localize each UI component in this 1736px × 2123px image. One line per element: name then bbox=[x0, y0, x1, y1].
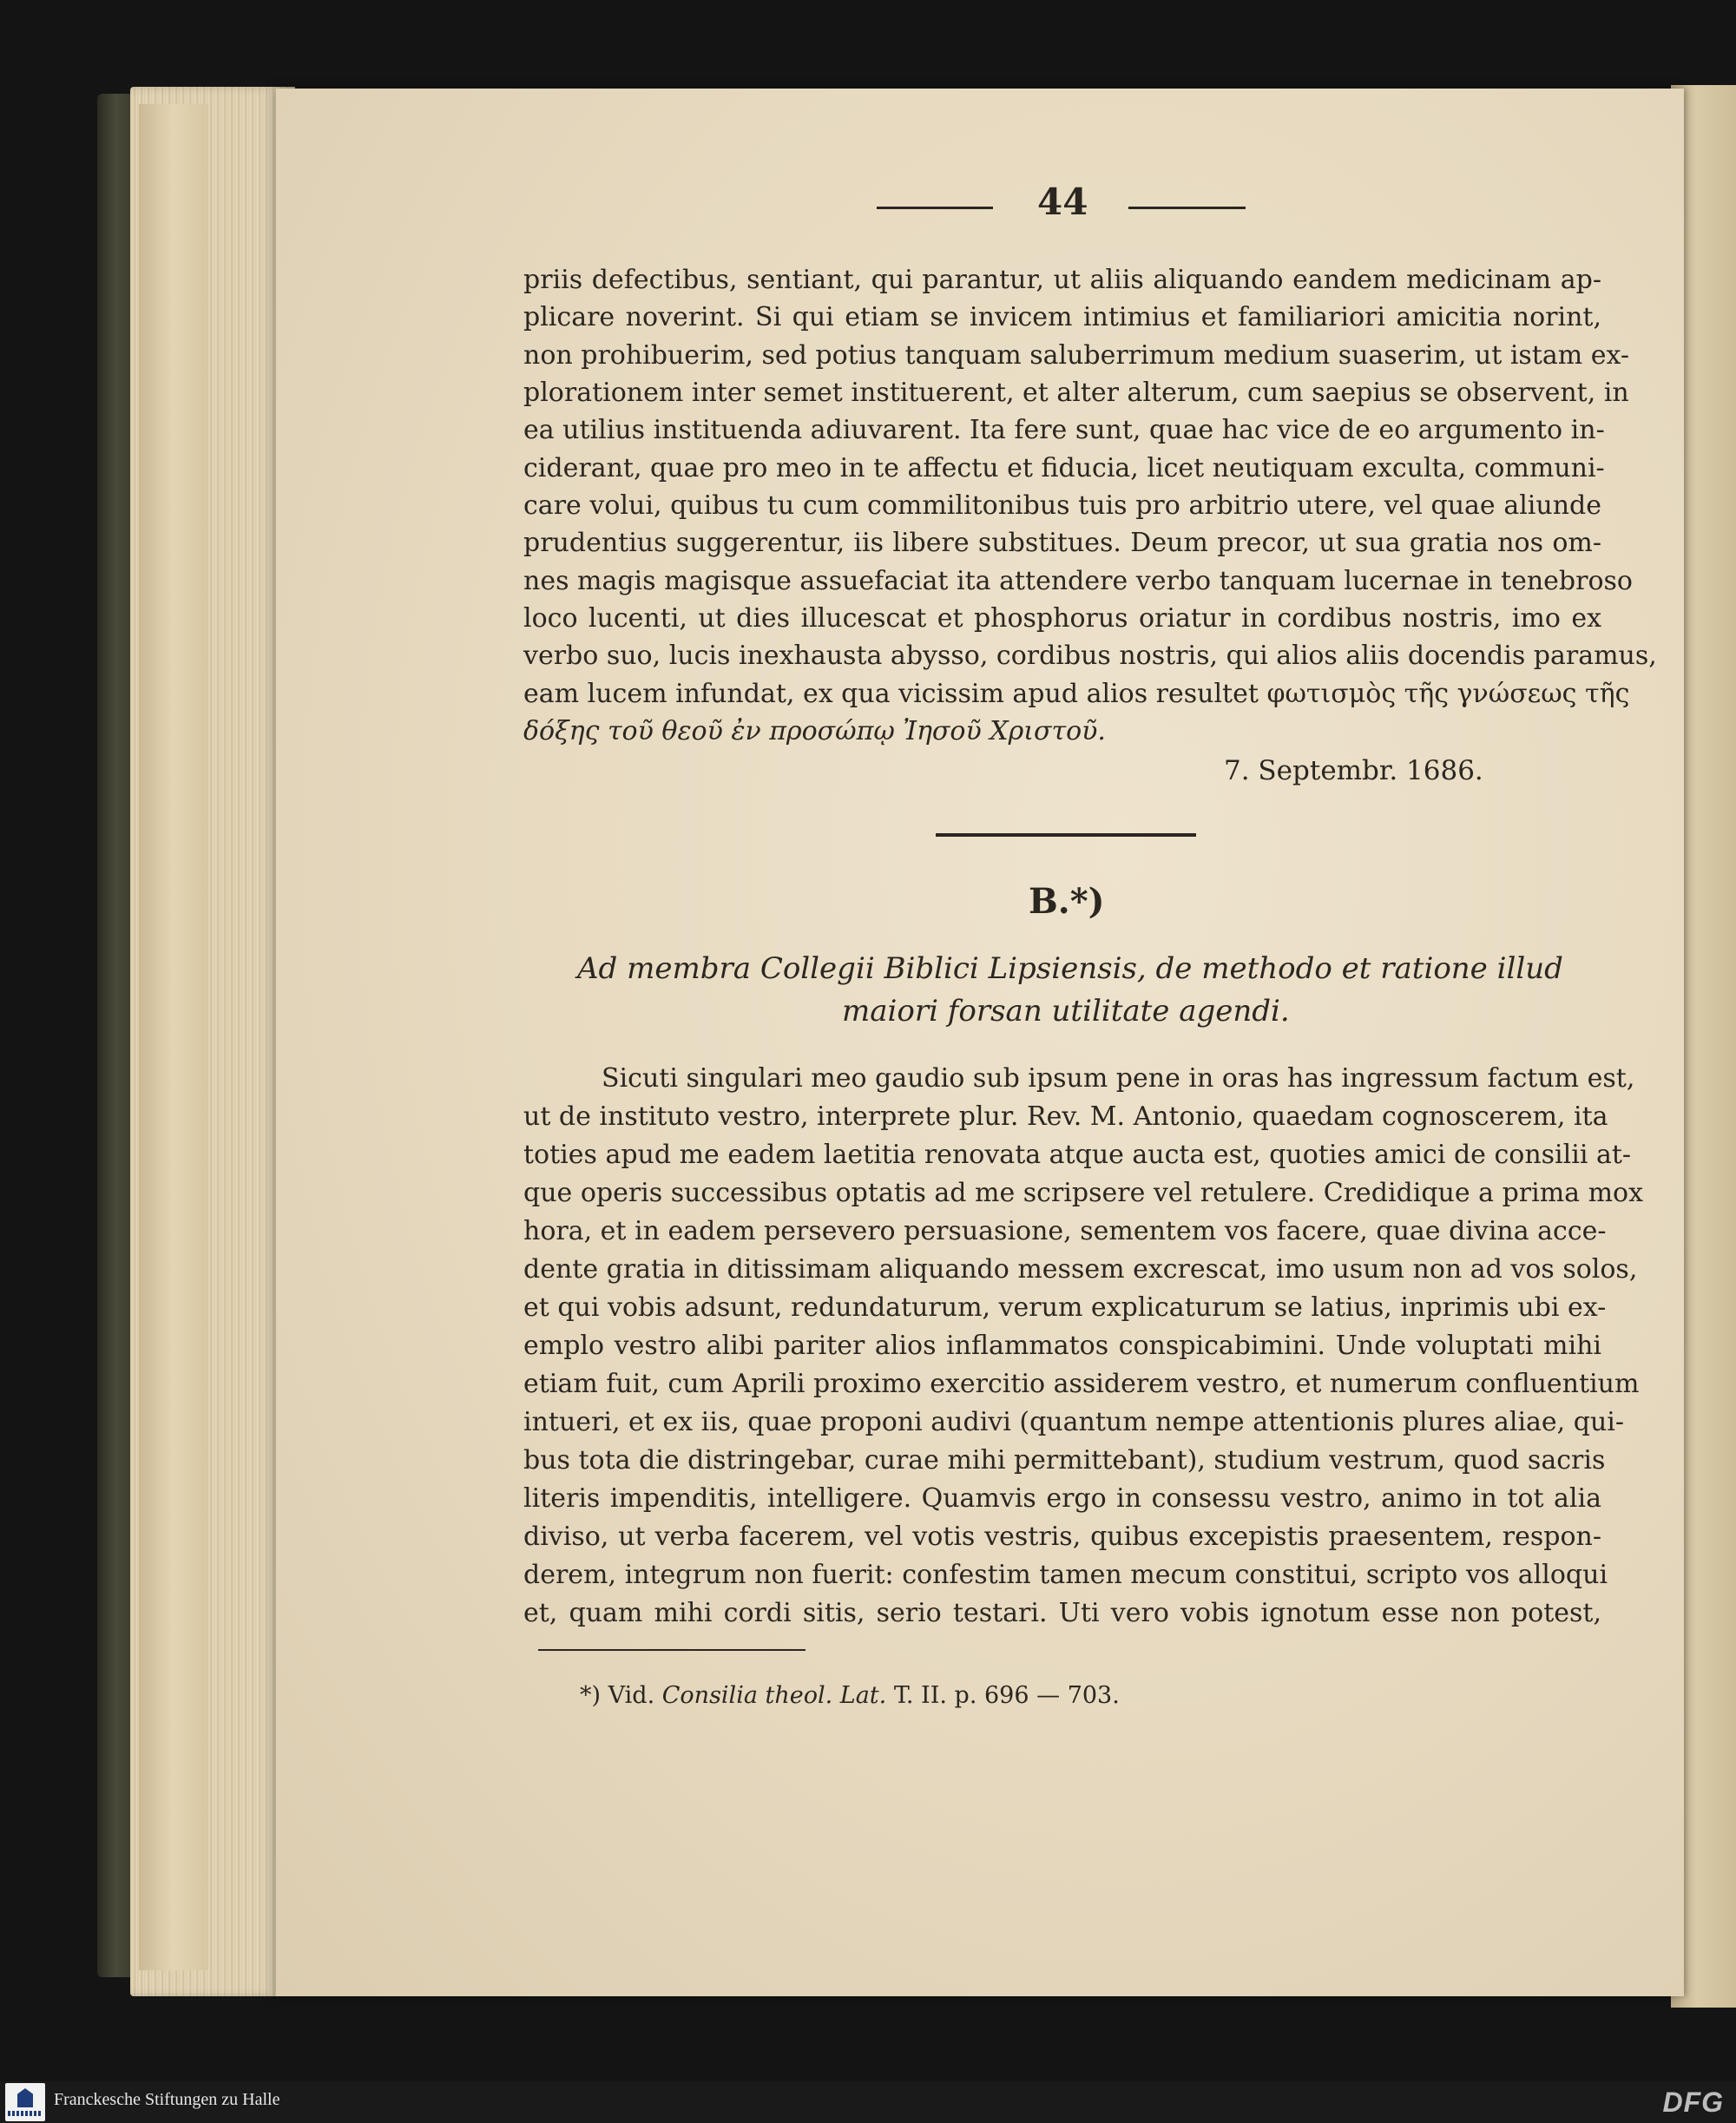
logo-mark bbox=[17, 2088, 33, 2107]
page-number-dash-left bbox=[877, 207, 993, 209]
institution-logo-icon[interactable] bbox=[5, 2083, 45, 2121]
text-line: eam lucem infundat, ex qua vicissim apud alios resultet φωτισμὸς τῆς γνώσεως τῆς bbox=[523, 679, 1630, 709]
section-heading: B.*) bbox=[1029, 881, 1105, 922]
footnote-vid: Vid. bbox=[608, 1682, 655, 1709]
text-line: literis impenditis, intelligere. Quamvis ergo in consessu vestro, animo in tot alia bbox=[523, 1483, 1601, 1514]
text-line: etiam fuit, cum Aprili proximo exercitio assiderem vestro, et numerum confluentium bbox=[523, 1369, 1640, 1399]
text-line: que operis successibus optatis ad me scripsere vel retulere. Credidique a prima mox bbox=[523, 1178, 1644, 1208]
text-line: diviso, ut verba facerem, vel votis vestris, quibus excepistis praesentem, respon- bbox=[523, 1522, 1601, 1552]
footnote-mark: *) bbox=[580, 1682, 602, 1709]
logo-text-stripe bbox=[8, 2111, 43, 2116]
text-line: priis defectibus, sentiant, qui parantur, ut aliis aliquando eandem medicinam ap- bbox=[523, 265, 1601, 295]
text-line: care volui, quibus tu cum commilitonibus tuis pro arbitrio utere, vel quae aliunde bbox=[523, 490, 1601, 521]
text-line: ut de instituto vestro, interprete plur. Rev. M. Antonio, quaedam cognoscerem, ita bbox=[523, 1101, 1608, 1132]
text-line: bus tota die distringebar, curae mihi permittebant), studium vestrum, quod sacris bbox=[523, 1445, 1606, 1476]
section-title-line2: maiori forsan utilitate agendi. bbox=[842, 994, 1290, 1029]
book-page bbox=[276, 89, 1684, 1996]
institution-name[interactable]: Franckesche Stiftungen zu Halle bbox=[54, 2090, 280, 2109]
text-line: et qui vobis adsunt, redundaturum, verum explicaturum se latius, inprimis ubi ex- bbox=[523, 1292, 1607, 1323]
text-line: loco lucenti, ut dies illucescat et phosphorus oriatur in cordibus nostris, imo ex bbox=[523, 603, 1601, 634]
section-separator bbox=[936, 833, 1196, 837]
text-line: dente gratia in ditissimam aliquando messem excrescat, imo usum non ad vos solos, bbox=[523, 1254, 1638, 1285]
text-line-greek: δόξης τοῦ θεοῦ ἐν προσώπῳ Ἰησοῦ Χριστοῦ. bbox=[523, 716, 1106, 746]
text-line: ciderant, quae pro meo in te affectu et fiducia, licet neutiquam exculta, communi- bbox=[523, 453, 1605, 483]
footnote-ref: T. II. p. 696 — 703. bbox=[893, 1682, 1120, 1709]
text-line: emplo vestro alibi pariter alios inflammatos conspicabimini. Unde voluptati mihi bbox=[523, 1331, 1601, 1361]
page-number: 44 bbox=[1037, 181, 1088, 223]
text-line: et, quam mihi cordi sitis, serio testari. Uti vero vobis ignotum esse non potest, bbox=[523, 1598, 1601, 1628]
text-line: nes magis magisque assuefaciat ita attendere verbo tanquam lucernae in tenebroso bbox=[523, 566, 1633, 596]
text-line: ea utilius instituenda adiuvarent. Ita fere sunt, quae hac vice de eo argumento in- bbox=[523, 415, 1605, 445]
page-number-dash-right bbox=[1128, 207, 1246, 209]
left-page-stack bbox=[139, 104, 208, 1970]
text-line: plorationem inter semet instituerent, et alter alterum, cum saepius se observent, in bbox=[523, 378, 1629, 408]
text-line: intueri, et ex iis, quae proponi audivi (quantum nempe attentionis plures aliae, qui- bbox=[523, 1407, 1625, 1437]
text-line: non prohibuerim, sed potius tanquam saluberrimum medium suaserim, ut istam ex- bbox=[523, 340, 1630, 371]
footnote-rule bbox=[538, 1649, 806, 1651]
text-line: hora, et in eadem persevero persuasione, sementem vos facere, quae divina acce- bbox=[523, 1216, 1607, 1246]
text-line: prudentius suggerentur, iis libere substitues. Deum precor, ut sua gratia nos om- bbox=[523, 528, 1601, 558]
dfg-logo[interactable]: DFG bbox=[1662, 2087, 1724, 2118]
text-line: toties apud me eadem laetitia renovata atque aucta est, quoties amici de consilii at- bbox=[523, 1140, 1632, 1170]
text-line: plicare noverint. Si qui etiam se invicem intimius et familiariori amicitia norint, bbox=[523, 302, 1601, 332]
text-line: Sicuti singulari meo gaudio sub ipsum pene in oras has ingressum factum est, bbox=[602, 1063, 1635, 1094]
text-line: derem, integrum non fuerit: confestim tamen mecum constitui, scripto vos alloqui bbox=[523, 1560, 1608, 1590]
footnote-work: Consilia theol. Lat. bbox=[661, 1682, 887, 1709]
text-line: verbo suo, lucis inexhausta abysso, cordibus nostris, qui alios aliis docendis paramus, bbox=[523, 641, 1657, 671]
letter-date: 7. Septembr. 1686. bbox=[1224, 755, 1483, 786]
footnote bbox=[580, 1682, 1120, 1709]
section-title-line1: Ad membra Collegii Biblici Lipsiensis, de methodo et ratione illud bbox=[577, 951, 1563, 986]
